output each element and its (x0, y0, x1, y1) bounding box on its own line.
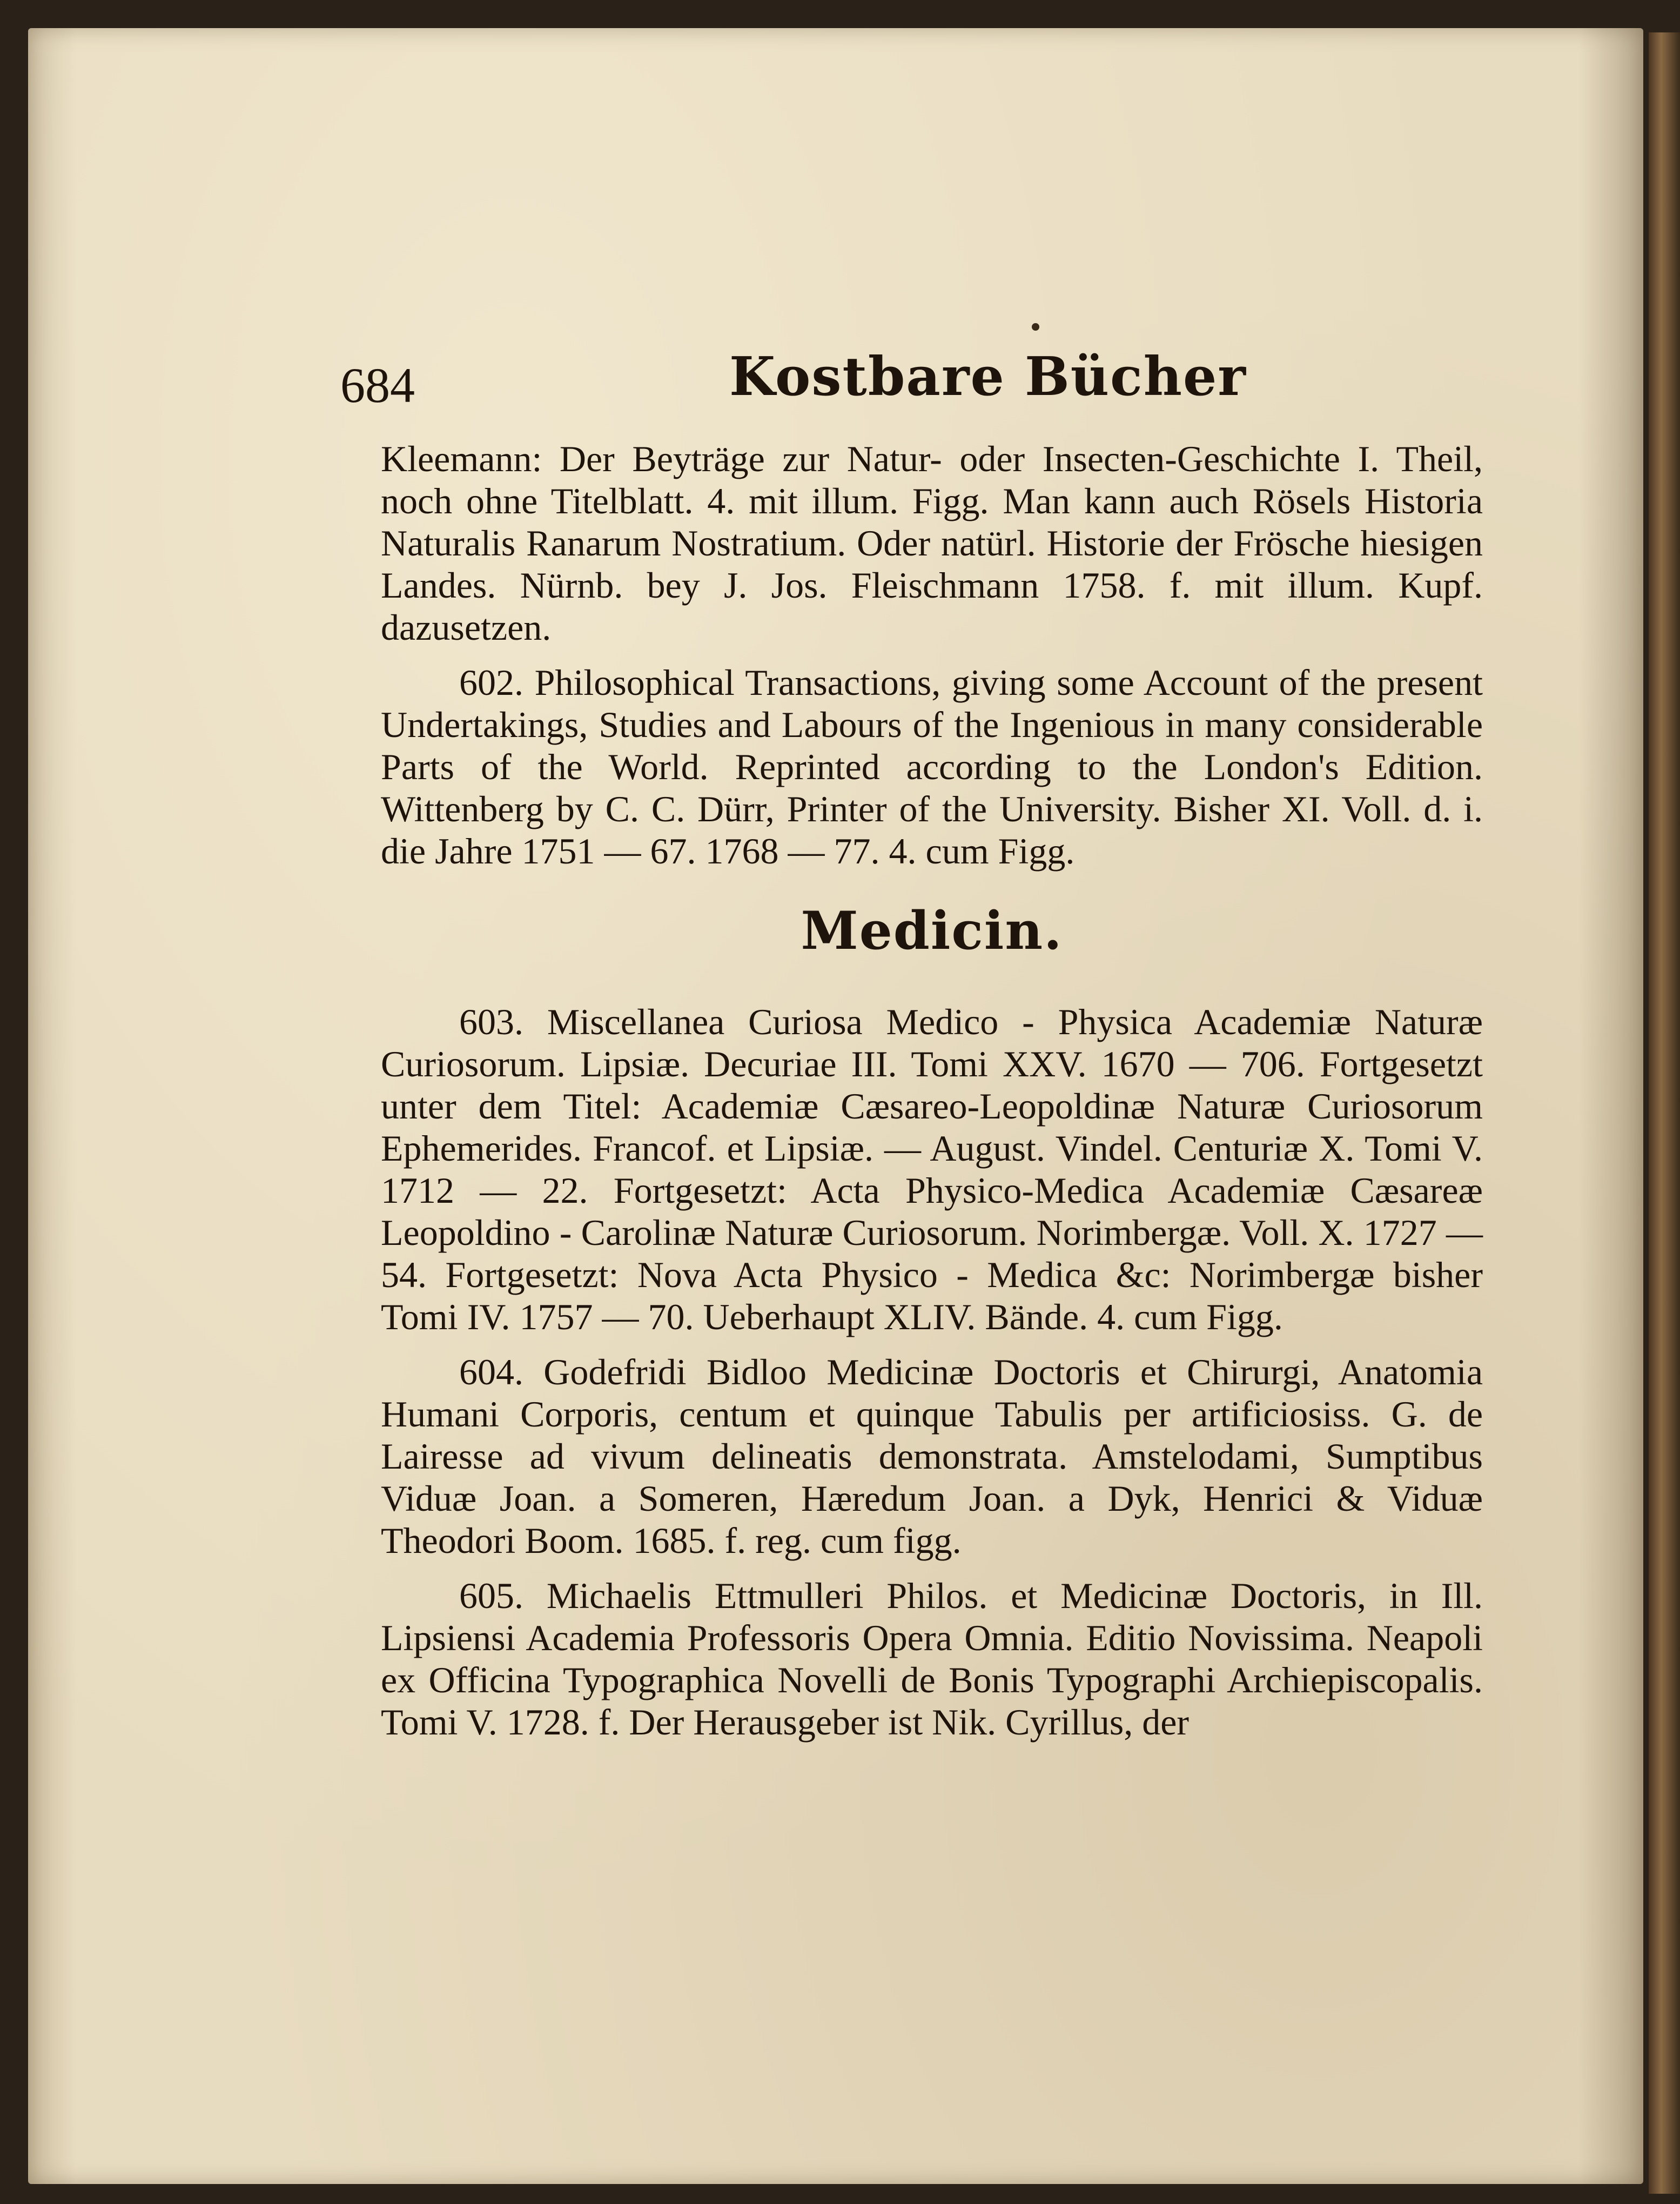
page-number: 684 (340, 358, 415, 413)
catalog-entry-continuation: Kleemann: Der Beyträge zur Natur- oder Insecten-Geschichte I. Theil, noch ohne Titelblatt. 4. mit illum. Figg. Man kann auch Rösels Historia Naturalis Ranarum Nostratium. Oder natürl. Historie der Frösche hiesigen Landes. Nürnb. bey J. Jos. Fleischmann 1758. f. mit illum. Kupf. dazusetzen. (381, 438, 1483, 648)
catalog-entry-605: 605. Michaelis Ettmulleri Philos. et Medicinæ Doctoris, in Ill. Lipsiensi Academia Professoris Opera Omnia. Editio Novissima. Neapoli ex Officina Typographica Novelli de Bonis Typographi Archiepiscopalis. Tomi V. 1728. f. Der Herausgeber ist Nik. Cyrillus, der (381, 1575, 1483, 1743)
catalog-entry-602: 602. Philosophical Transactions, giving some Account of the present Undertakings, Studies and Labours of the Ingenious in many considerable Parts of the World. Reprinted according to the London's Edition. Wittenberg by C. C. Dürr, Printer of the University. Bisher XI. Voll. d. i. die Jahre 1751 — 67. 1768 — 77. 4. cum Figg. (381, 662, 1483, 872)
catalog-entry-603: 603. Miscellanea Curiosa Medico - Physica Academiæ Naturæ Curiosorum. Lipsiæ. Decuriae III. Tomi XXV. 1670 — 706. Fortgesetzt unter dem Titel: Academiæ Cæsareo-Leopoldinæ Naturæ Curiosorum Ephemerides. Francof. et Lipsiæ. — August. Vindel. Centuriæ X. Tomi V. 1712 — 22. Fortgesetzt: Acta Physico-Medica Academiæ Cæsareæ Leopoldino - Carolinæ Naturæ Curiosorum. Norimbergæ. Voll. X. 1727 — 54. Fortgesetzt: Nova Acta Physico - Medica &c: Norimbergæ bisher Tomi IV. 1757 — 70. Ueberhaupt XLIV. Bände. 4. cum Figg. (381, 1001, 1483, 1337)
running-head: Kostbare Bücher (729, 346, 1247, 408)
section-title: Medicin. (801, 900, 1063, 961)
catalog-entry-604: 604. Godefridi Bidloo Medicinæ Doctoris et Chirurgi, Anatomia Humani Corporis, centum et quinque Tabulis per artificiosiss. G. de Lairesse ad vivum delineatis demonstrata. Amstelodami, Sumptibus Viduæ Joan. a Someren, Hæredum Joan. a Dyk, Henrici & Viduæ Theodori Boom. 1685. f. reg. cum figg. (381, 1351, 1483, 1561)
page-header (340, 346, 1486, 421)
book-spine-edge (1649, 32, 1680, 2194)
page-body (381, 438, 1483, 1756)
ink-dot (1032, 323, 1039, 331)
